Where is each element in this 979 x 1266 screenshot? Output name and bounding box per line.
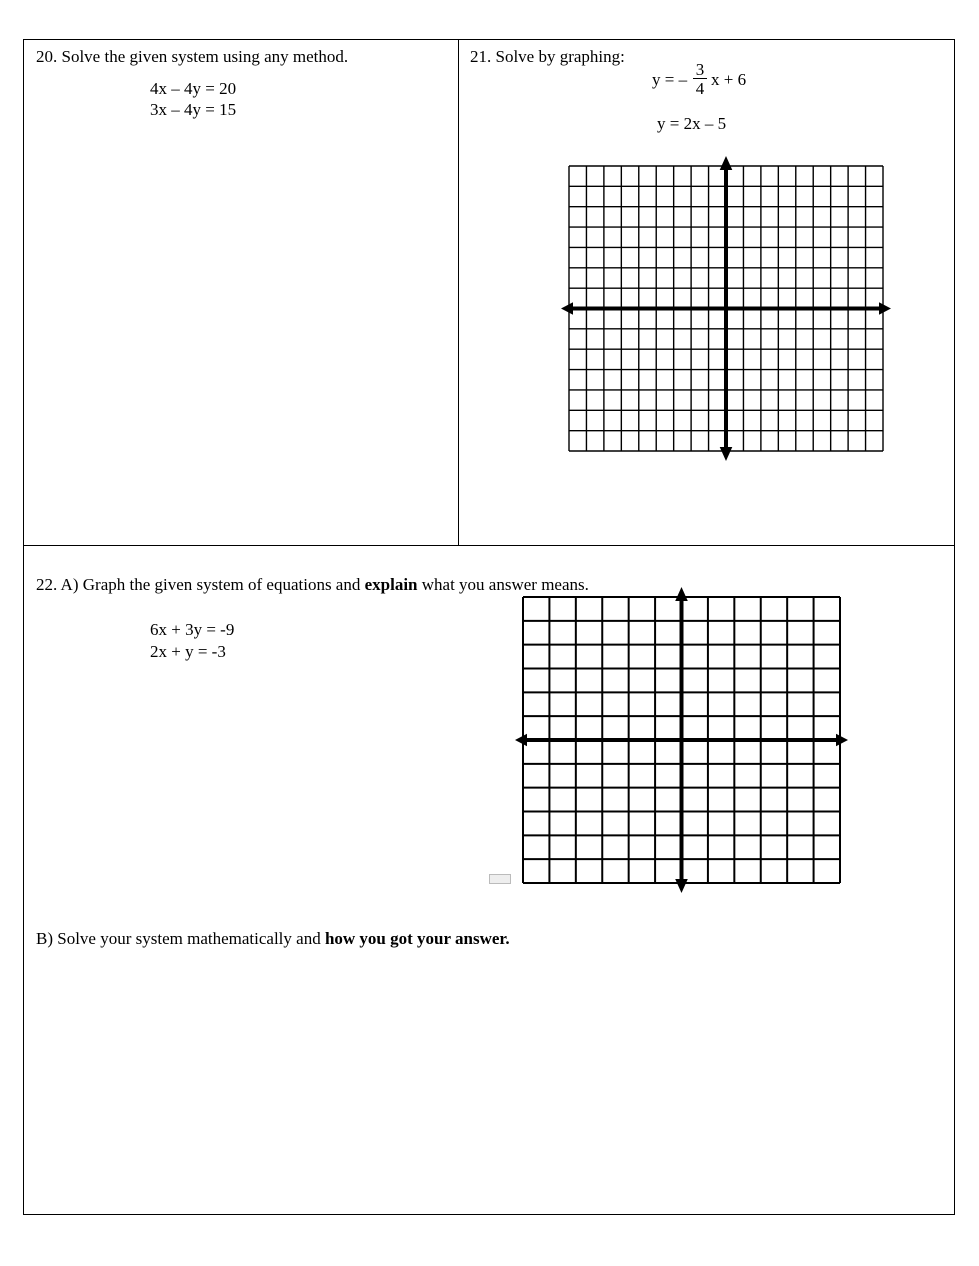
q22-equation-2: 2x + y = -3	[150, 642, 226, 661]
q22a-prompt-pre: 22. A) Graph the given system of equations and	[36, 575, 365, 594]
q21-eq1-left: y = –	[652, 70, 688, 89]
q22b-prompt-pre: B) Solve your system mathematically and	[36, 929, 325, 948]
q22-x-axis-right-arrow-icon	[836, 734, 848, 747]
q21-eq1-denominator: 4	[695, 79, 705, 98]
q21-prompt: 21. Solve by graphing:	[470, 47, 625, 66]
q21-x-axis-left-arrow-icon	[561, 302, 573, 315]
q20-equation-2: 3x – 4y = 15	[150, 100, 237, 119]
q22-y-axis-down-arrow-icon	[675, 879, 688, 893]
q21-y-axis-up-arrow-icon	[720, 156, 733, 170]
q22a-prompt-post: what you answer means.	[417, 575, 589, 594]
q22b-prompt-bold: how you got your answer.	[324, 929, 510, 948]
q21-equation-2: y = 2x – 5	[657, 114, 727, 133]
q22-y-axis-up-arrow-icon	[675, 587, 688, 601]
q21-x-axis-right-arrow-icon	[879, 302, 891, 315]
q21-y-axis-down-arrow-icon	[720, 447, 733, 461]
q21-eq1-numerator: 3	[693, 61, 707, 79]
q22-equation-1: 6x + 3y = -9	[150, 620, 235, 639]
q21-eq1-right: x + 6	[711, 70, 747, 89]
q20-equation-1: 4x – 4y = 20	[150, 79, 237, 98]
q22-x-axis-left-arrow-icon	[515, 734, 527, 747]
q20-prompt: 20. Solve the given system using any method.	[36, 47, 349, 66]
q22a-prompt-bold: explain	[364, 575, 418, 594]
